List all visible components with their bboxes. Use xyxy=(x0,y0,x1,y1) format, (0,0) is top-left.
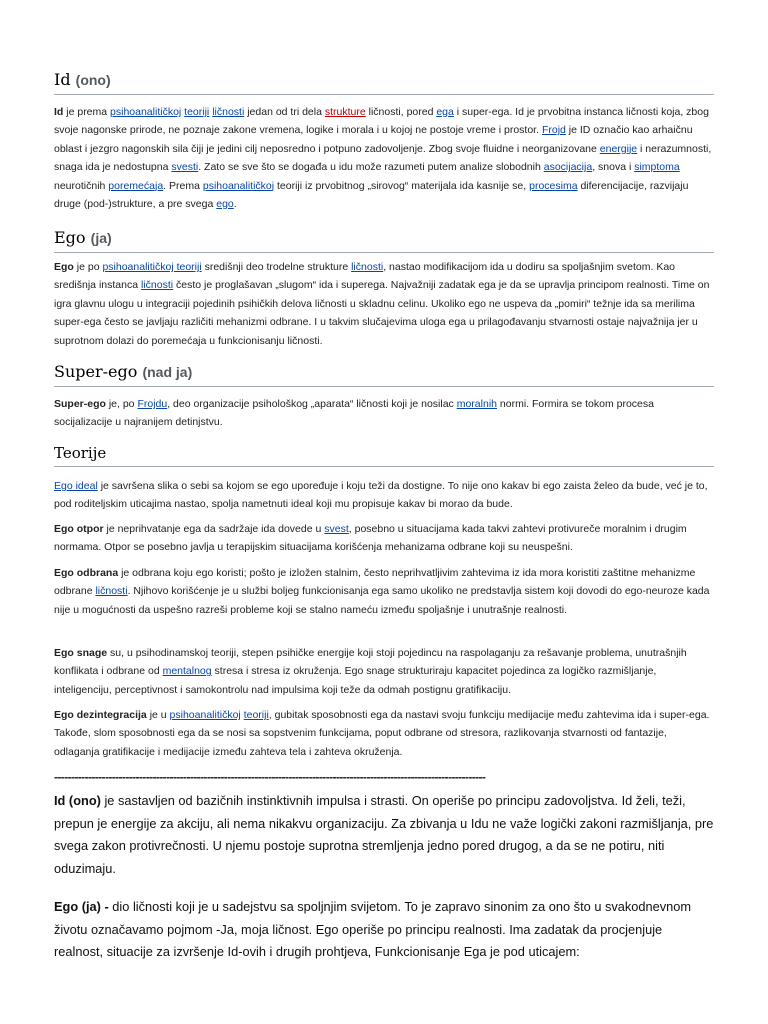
superego-paragraph xyxy=(54,395,714,432)
heading-id-sub: (ono) xyxy=(75,72,111,88)
wiki-link[interactable]: energije xyxy=(599,142,638,155)
wiki-link[interactable]: psihoanalitičkoj teoriji xyxy=(102,261,202,273)
heading-id xyxy=(54,70,714,95)
text-run: jedan od tri dela xyxy=(244,106,325,118)
wiki-link[interactable]: poremećaja xyxy=(108,179,164,192)
wiki-link[interactable]: ličnosti xyxy=(351,261,384,273)
bold-term: Ego snage xyxy=(54,647,108,659)
heading-superego-sub: (nad ja) xyxy=(142,364,193,380)
text-run: , posebno u situacijama kada takvi zahtevi protivureče moralnim i drugim normama. Otpor se posebno javlja u terapijskim situacijama korišćenja mehanizama odbrane koji su neuspešni. xyxy=(54,523,687,554)
heading-ego-title: Ego xyxy=(54,228,86,247)
text-run: i nerazumnosti, snaga ida je nedostupna xyxy=(54,142,712,174)
text-run: je sastavljen od bazičnih instinktivnih impulsa i strasti. On operiše po principu zadovoljstva. Id želi, teži, prepun je energije za akciju, ali nema nikakvu organizaciju. Za zbivanja u Idu ne važe logički zakoni razmišljanja, pre svega zakon protivrečnosti. U njemu postoje suprotna stremljenja jedno pored drugog, a da se ne potiru, niti oduzimaju. xyxy=(54,793,714,876)
text-run: je u xyxy=(146,709,170,721)
wiki-link[interactable]: ega xyxy=(436,106,454,118)
doc-paragraph-ego xyxy=(54,896,714,964)
text-run: teoriji iz prvobitnog „sirovog“ materijala ida kasnije se, xyxy=(274,179,530,192)
text-run: . Zato se sve što se događa u idu može razumeti putem analize slobodnih xyxy=(198,161,544,174)
bold-term: Super-ego xyxy=(54,398,106,410)
wiki-link[interactable]: procesima xyxy=(529,179,578,192)
text-run: , nastao modifikacijom ida u dodiru sa spoljašnjim svetom. Kao središnja instanca xyxy=(54,261,676,292)
text-run: središnji deo trodelne strukture xyxy=(201,261,352,273)
text-run: , gubitak sposobnosti ega da nastavi svoju funkciju medijacije među zahtevima ida i super-ega. Takođe, slom sposobnosti ega da se nosi sa sopstvenim funkcijama, poput odbrane od stresora, razlikovanja stvarnosti od fantazije, odlaganja gratifikacije i medijacije između zahteva tela i zahteva okruženja. xyxy=(54,709,710,758)
text-run: je odbrana koju ego koristi; pošto je izložen stalnim, često neprihvatljivim zahtevima iz ida mora koristiti zaštitne mehanizme odbrane xyxy=(54,567,696,598)
bold-term: Ego dezintegracija xyxy=(54,709,147,721)
wiki-link[interactable]: mentalnog xyxy=(162,665,212,678)
wiki-link[interactable]: asocijacija xyxy=(543,161,593,174)
bold-term: Ego odbrana xyxy=(54,567,119,579)
text-run: , deo organizacije psihološkog „aparata“ ličnosti koji je nosilac xyxy=(167,398,457,410)
ego-paragraph xyxy=(54,258,714,350)
text-run: je po xyxy=(73,261,103,273)
heading-superego xyxy=(54,362,714,387)
text-run: . Prema xyxy=(163,179,203,192)
text-run: često je proglašavan „slugom“ ida i superega. Najvažniji zadatak ega je da se upravlja principom realnosti. Time on igra glavnu ulogu u integraciji pojedinih psihičkih delova ličnosti u skladnu celinu. Ukoliko ego ne uspeva da „pomiri“ težnje ida sa merilima super-ega često se javljaju različiti mehanizmi odbrane. I u takvim slučajevima uloga ega u prilagođavanju stvarnosti ostaje najvažnija jer u suprotnom dolazi do poremećaja u funkcionisanju ličnosti. xyxy=(54,279,710,347)
heading-ego-sub: (ja) xyxy=(90,230,112,246)
wiki-link[interactable]: ego xyxy=(216,198,234,211)
heading-ego xyxy=(54,228,714,253)
teorija-ego-snage xyxy=(54,644,714,699)
wiki-link[interactable]: Frojd xyxy=(541,124,566,137)
teorija-ego-odbrana xyxy=(54,564,714,619)
id-paragraph xyxy=(54,103,714,213)
text-run: je prema xyxy=(63,106,111,118)
wiki-link[interactable]: teoriji xyxy=(184,106,210,118)
wiki-link[interactable]: simptoma xyxy=(634,161,680,174)
teorija-ego-ideal xyxy=(54,477,714,514)
wiki-link[interactable]: svesti xyxy=(171,161,199,174)
text-run: i super-ega. Id je prvobitna instanca ličnosti koja, zbog svoje nagonske prirode, ne poznaje zakone vremena, logike i morala i u kojoj ne postoje vreme i prostor. xyxy=(54,106,709,137)
text-run: je ID označio kao arhaičnu oblast i jezgro nagonskih sila čiji je jedini cilj neposredno i potpuno zadovoljenje. Zbog svoje fluidne i neorganizovane xyxy=(54,124,693,155)
text-run: diferencijacije, razvijaju druge (pod-)strukture, a pre svega xyxy=(54,179,689,211)
text-run: normi. Formira se tokom procesa socijalizacije u najranijem detinjstvu. xyxy=(54,398,654,429)
bold-term: Ego (ja) - xyxy=(54,899,109,914)
text-run: dio ličnosti koji je u sadejstvu sa spoljnjim svijetom. To je zapravo sinonim za ono što u svakodnevnom životu označavamo pojmom -Ja, moja ličnost. Ego operiše po principu realnosti. Ima zadatak da procjenjuje realnost, situacije za izvršenje Id-ovih i drugih prohtjeva, Funkcionisanje Ega je pod uticajem: xyxy=(54,899,692,959)
wiki-link[interactable]: ličnosti xyxy=(95,585,128,598)
text-run: ličnosti, pored xyxy=(365,106,437,118)
bold-term: Id xyxy=(54,106,64,118)
bold-term: Ego otpor xyxy=(54,523,104,535)
heading-id-title: Id xyxy=(54,70,71,89)
heading-teorije: Teorije xyxy=(54,444,714,467)
wiki-link[interactable]: psihoanalitičkoj xyxy=(110,106,182,118)
wiki-link[interactable]: psihoanalitičkoj xyxy=(169,709,241,721)
wiki-link[interactable]: Frojdu xyxy=(137,398,168,410)
text-run: je, po xyxy=(105,398,138,410)
wiki-link[interactable]: moralnih xyxy=(456,398,497,410)
separator-line: ------------------------------------------------------------------------------------------------------------------------------- xyxy=(54,770,486,784)
bold-term: Id (ono) xyxy=(54,793,101,808)
text-run: . Njihovo korišćenje je u službi boljeg funkcionisanja ega samo ukoliko ne predstavlja sistem koji dovodi do ego-neuroze kada nije u mogućnosti da uspešno razreši probleme koji se stalno nameću između spoljašnje i unutrašnje realnosti. xyxy=(54,585,710,616)
text-run: , snova i xyxy=(592,161,635,174)
wiki-link[interactable]: teoriji xyxy=(243,709,269,721)
text-run: je neprihvatanje ega da sadržaje ida dovede u xyxy=(103,523,325,535)
text-run: stresa i stresa iz okruženja. Ego snage strukturiraju kapacitet pojedinca za logičko razmišljanje, inteligenciju, perceptivnost i samokontrolu nad impulsima koji teže da odmah postignu gratifikaciju. xyxy=(54,665,657,696)
text-run: neurotičnih xyxy=(54,179,109,192)
text-run: je savršena slika o sebi sa kojom se ego upoređuje i koju teži da dostigne. To nije ono kakav bi ego zaista želeo da bude, već je to, pod roditeljskim uticajima nastao, spolja nametnuti ideal koji mu propisuje kakav bi morao da bude. xyxy=(54,480,708,511)
doc-paragraph-id xyxy=(54,790,714,880)
teorija-ego-otpor xyxy=(54,520,714,557)
heading-superego-title: Super-ego xyxy=(54,362,138,381)
teorija-ego-dezintegracija xyxy=(54,706,714,761)
wiki-redlink[interactable]: strukture xyxy=(324,106,366,118)
text-run: su, u psihodinamskoj teoriji, stepen psihičke energije koji stoji pojedincu na raspolaganju za rešavanje problema, unutrašnjih konflikata i odbrane od xyxy=(54,647,687,678)
wiki-link[interactable]: svest xyxy=(324,523,349,535)
text-run: . xyxy=(233,198,237,211)
wiki-link[interactable]: psihoanalitičkoj xyxy=(202,179,275,192)
wiki-link[interactable]: Ego ideal xyxy=(54,480,98,492)
wiki-link[interactable]: ličnosti xyxy=(212,106,245,118)
bold-term: Ego xyxy=(54,261,74,273)
wiki-link[interactable]: ličnosti xyxy=(140,279,174,292)
